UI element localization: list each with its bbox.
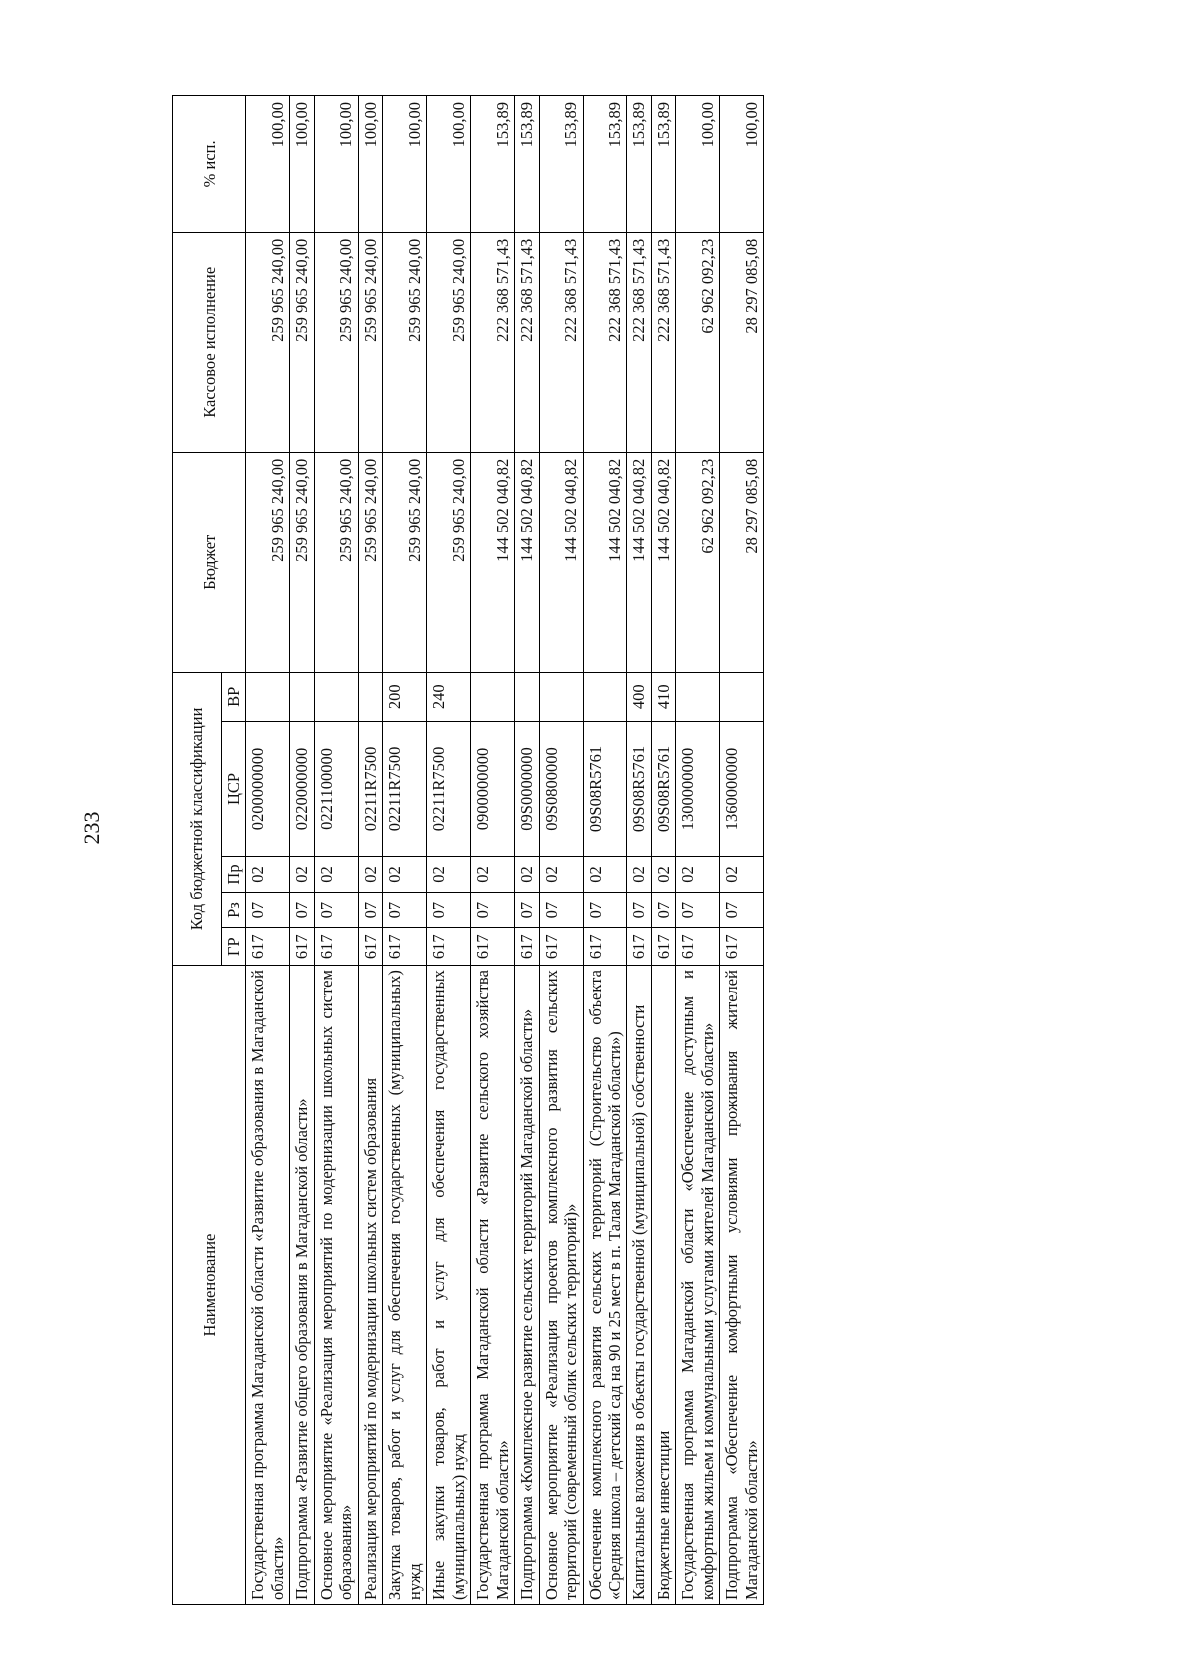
row-name: Государственная программа Магаданской области «Развитие образования в Магаданской области» — [246, 966, 290, 1605]
row-execution: 259 965 240,00 — [290, 232, 314, 452]
row-csr: 02211R7500 — [427, 721, 471, 857]
row-name: Иные закупки товаров, работ и услуг для обеспечения государственных (муниципальных) нужд — [427, 966, 471, 1605]
row-percent: 100,00 — [427, 96, 471, 233]
row-vr — [358, 672, 382, 721]
row-vr — [246, 672, 290, 721]
row-gr: 617 — [539, 928, 583, 966]
row-pr: 02 — [627, 857, 651, 893]
row-name: Подпрограмма «Обеспечение комфортными условиями проживания жителей Магаданской области» — [720, 966, 764, 1605]
row-vr — [676, 672, 720, 721]
table-row — [471, 96, 515, 1605]
row-rz: 07 — [583, 892, 627, 928]
row-csr: 0221100000 — [314, 721, 358, 857]
row-csr: 09S08R5761 — [651, 721, 675, 857]
table-row — [651, 96, 675, 1605]
row-budget: 259 965 240,00 — [427, 452, 471, 672]
row-pr: 02 — [383, 857, 427, 893]
row-rz: 07 — [651, 892, 675, 928]
row-budget: 144 502 040,82 — [651, 452, 675, 672]
row-gr: 617 — [676, 928, 720, 966]
row-percent: 100,00 — [246, 96, 290, 233]
row-percent: 153,89 — [651, 96, 675, 233]
row-vr — [720, 672, 764, 721]
row-budget: 28 297 085,08 — [720, 452, 764, 672]
rotated-table-container — [172, 95, 1082, 1605]
row-budget: 259 965 240,00 — [290, 452, 314, 672]
row-percent: 153,89 — [471, 96, 515, 233]
row-name: Бюджетные инвестиции — [651, 966, 675, 1605]
table-row — [676, 96, 720, 1605]
table-row — [583, 96, 627, 1605]
row-vr: 410 — [651, 672, 675, 721]
row-budget: 144 502 040,82 — [471, 452, 515, 672]
row-pr: 02 — [314, 857, 358, 893]
row-pr: 02 — [290, 857, 314, 893]
row-rz: 07 — [246, 892, 290, 928]
row-name: Обеспечение комплексного развития сельских территорий (Строительство объекта «Средняя школа – детский сад на 90 и 25 мест в п. Талая Магаданской области») — [583, 966, 627, 1605]
row-percent: 153,89 — [583, 96, 627, 233]
header-rz: Рз — [222, 892, 246, 928]
header-name: Наименование — [173, 966, 246, 1605]
row-rz: 07 — [720, 892, 764, 928]
row-csr: 09S08R5761 — [627, 721, 651, 857]
row-percent: 100,00 — [290, 96, 314, 233]
table-row — [720, 96, 764, 1605]
table-row — [383, 96, 427, 1605]
row-gr: 617 — [651, 928, 675, 966]
row-rz: 07 — [539, 892, 583, 928]
header-pr: Пр — [222, 857, 246, 893]
row-vr — [515, 672, 539, 721]
row-rz: 07 — [676, 892, 720, 928]
row-rz: 07 — [471, 892, 515, 928]
row-pr: 02 — [471, 857, 515, 893]
row-percent: 153,89 — [515, 96, 539, 233]
row-rz: 07 — [290, 892, 314, 928]
row-budget: 259 965 240,00 — [246, 452, 290, 672]
header-budget: Бюджет — [173, 452, 246, 672]
row-pr: 02 — [246, 857, 290, 893]
row-percent: 100,00 — [383, 96, 427, 233]
row-csr: 1300000000 — [676, 721, 720, 857]
row-percent: 100,00 — [358, 96, 382, 233]
table-row — [358, 96, 382, 1605]
row-budget: 144 502 040,82 — [539, 452, 583, 672]
header-gr: ГР — [222, 928, 246, 966]
table-body — [246, 96, 764, 1605]
table-row — [290, 96, 314, 1605]
row-csr: 0200000000 — [246, 721, 290, 857]
row-pr: 02 — [539, 857, 583, 893]
table-row — [314, 96, 358, 1605]
row-pr: 02 — [427, 857, 471, 893]
row-gr: 617 — [383, 928, 427, 966]
row-execution: 222 368 571,43 — [651, 232, 675, 452]
row-csr: 02211R7500 — [383, 721, 427, 857]
row-budget: 144 502 040,82 — [627, 452, 651, 672]
row-execution: 259 965 240,00 — [246, 232, 290, 452]
row-name: Подпрограмма «Комплексное развитие сельских территорий Магаданской области» — [515, 966, 539, 1605]
row-vr — [314, 672, 358, 721]
row-pr: 02 — [676, 857, 720, 893]
row-pr: 02 — [583, 857, 627, 893]
row-csr: 09S0000000 — [515, 721, 539, 857]
row-gr: 617 — [515, 928, 539, 966]
row-execution: 222 368 571,43 — [583, 232, 627, 452]
row-gr: 617 — [583, 928, 627, 966]
row-name: Капитальные вложения в объекты государственной (муниципальной) собственности — [627, 966, 651, 1605]
row-gr: 617 — [627, 928, 651, 966]
row-vr: 200 — [383, 672, 427, 721]
table-row — [427, 96, 471, 1605]
row-vr — [539, 672, 583, 721]
row-gr: 617 — [720, 928, 764, 966]
row-percent: 153,89 — [627, 96, 651, 233]
header-execution: Кассовое исполнение — [173, 232, 246, 452]
table-row — [246, 96, 290, 1605]
header-percent: % исп. — [173, 96, 246, 233]
row-budget: 62 962 092,23 — [676, 452, 720, 672]
row-execution: 222 368 571,43 — [515, 232, 539, 452]
row-csr: 02211R7500 — [358, 721, 382, 857]
table-row — [539, 96, 583, 1605]
row-budget: 144 502 040,82 — [515, 452, 539, 672]
row-percent: 100,00 — [314, 96, 358, 233]
row-gr: 617 — [314, 928, 358, 966]
header-row-1 — [173, 96, 222, 1605]
row-name: Государственная программа Магаданской области «Развитие сельского хозяйства Магаданской области» — [471, 966, 515, 1605]
row-rz: 07 — [383, 892, 427, 928]
row-rz: 07 — [314, 892, 358, 928]
row-budget: 259 965 240,00 — [358, 452, 382, 672]
row-gr: 617 — [246, 928, 290, 966]
row-csr: 09S0800000 — [539, 721, 583, 857]
row-rz: 07 — [515, 892, 539, 928]
row-percent: 100,00 — [720, 96, 764, 233]
row-vr — [471, 672, 515, 721]
row-execution: 259 965 240,00 — [358, 232, 382, 452]
budget-table — [172, 95, 764, 1605]
row-rz: 07 — [427, 892, 471, 928]
row-csr: 0900000000 — [471, 721, 515, 857]
row-csr: 1360000000 — [720, 721, 764, 857]
row-gr: 617 — [358, 928, 382, 966]
row-vr: 400 — [627, 672, 651, 721]
row-name: Закупка товаров, работ и услуг для обеспечения государственных (муниципальных) нужд — [383, 966, 427, 1605]
row-name: Государственная программа Магаданской области «Обеспечение доступным и комфортным жильем и коммунальными услугами жителей Магаданской области» — [676, 966, 720, 1605]
row-execution: 222 368 571,43 — [471, 232, 515, 452]
header-vr: ВР — [222, 672, 246, 721]
table-row — [515, 96, 539, 1605]
page-number: 233 — [79, 811, 104, 845]
row-rz: 07 — [358, 892, 382, 928]
row-gr: 617 — [290, 928, 314, 966]
row-pr: 02 — [515, 857, 539, 893]
row-vr — [583, 672, 627, 721]
row-pr: 02 — [358, 857, 382, 893]
row-execution: 222 368 571,43 — [539, 232, 583, 452]
row-percent: 100,00 — [676, 96, 720, 233]
row-name: Основное мероприятие «Реализация проектов комплексного развития сельских территорий (современный облик сельских территорий)» — [539, 966, 583, 1605]
row-execution: 259 965 240,00 — [427, 232, 471, 452]
row-gr: 617 — [427, 928, 471, 966]
row-pr: 02 — [720, 857, 764, 893]
row-name: Основное мероприятие «Реализация мероприятий по модернизации школьных систем образования» — [314, 966, 358, 1605]
row-gr: 617 — [471, 928, 515, 966]
row-budget: 259 965 240,00 — [314, 452, 358, 672]
row-execution: 259 965 240,00 — [314, 232, 358, 452]
row-pr: 02 — [651, 857, 675, 893]
row-rz: 07 — [627, 892, 651, 928]
row-execution: 259 965 240,00 — [383, 232, 427, 452]
row-budget: 144 502 040,82 — [583, 452, 627, 672]
row-csr: 09S08R5761 — [583, 721, 627, 857]
row-execution: 222 368 571,43 — [627, 232, 651, 452]
header-csr: ЦСР — [222, 721, 246, 857]
row-budget: 259 965 240,00 — [383, 452, 427, 672]
row-vr — [290, 672, 314, 721]
row-vr: 240 — [427, 672, 471, 721]
row-execution: 28 297 085,08 — [720, 232, 764, 452]
table-row — [627, 96, 651, 1605]
header-code-group: Код бюджетной классификации — [173, 672, 222, 965]
row-csr: 0220000000 — [290, 721, 314, 857]
row-percent: 153,89 — [539, 96, 583, 233]
row-name: Подпрограмма «Развитие общего образования в Магаданской области» — [290, 966, 314, 1605]
row-name: Реализация мероприятий по модернизации школьных систем образования — [358, 966, 382, 1605]
row-execution: 62 962 092,23 — [676, 232, 720, 452]
